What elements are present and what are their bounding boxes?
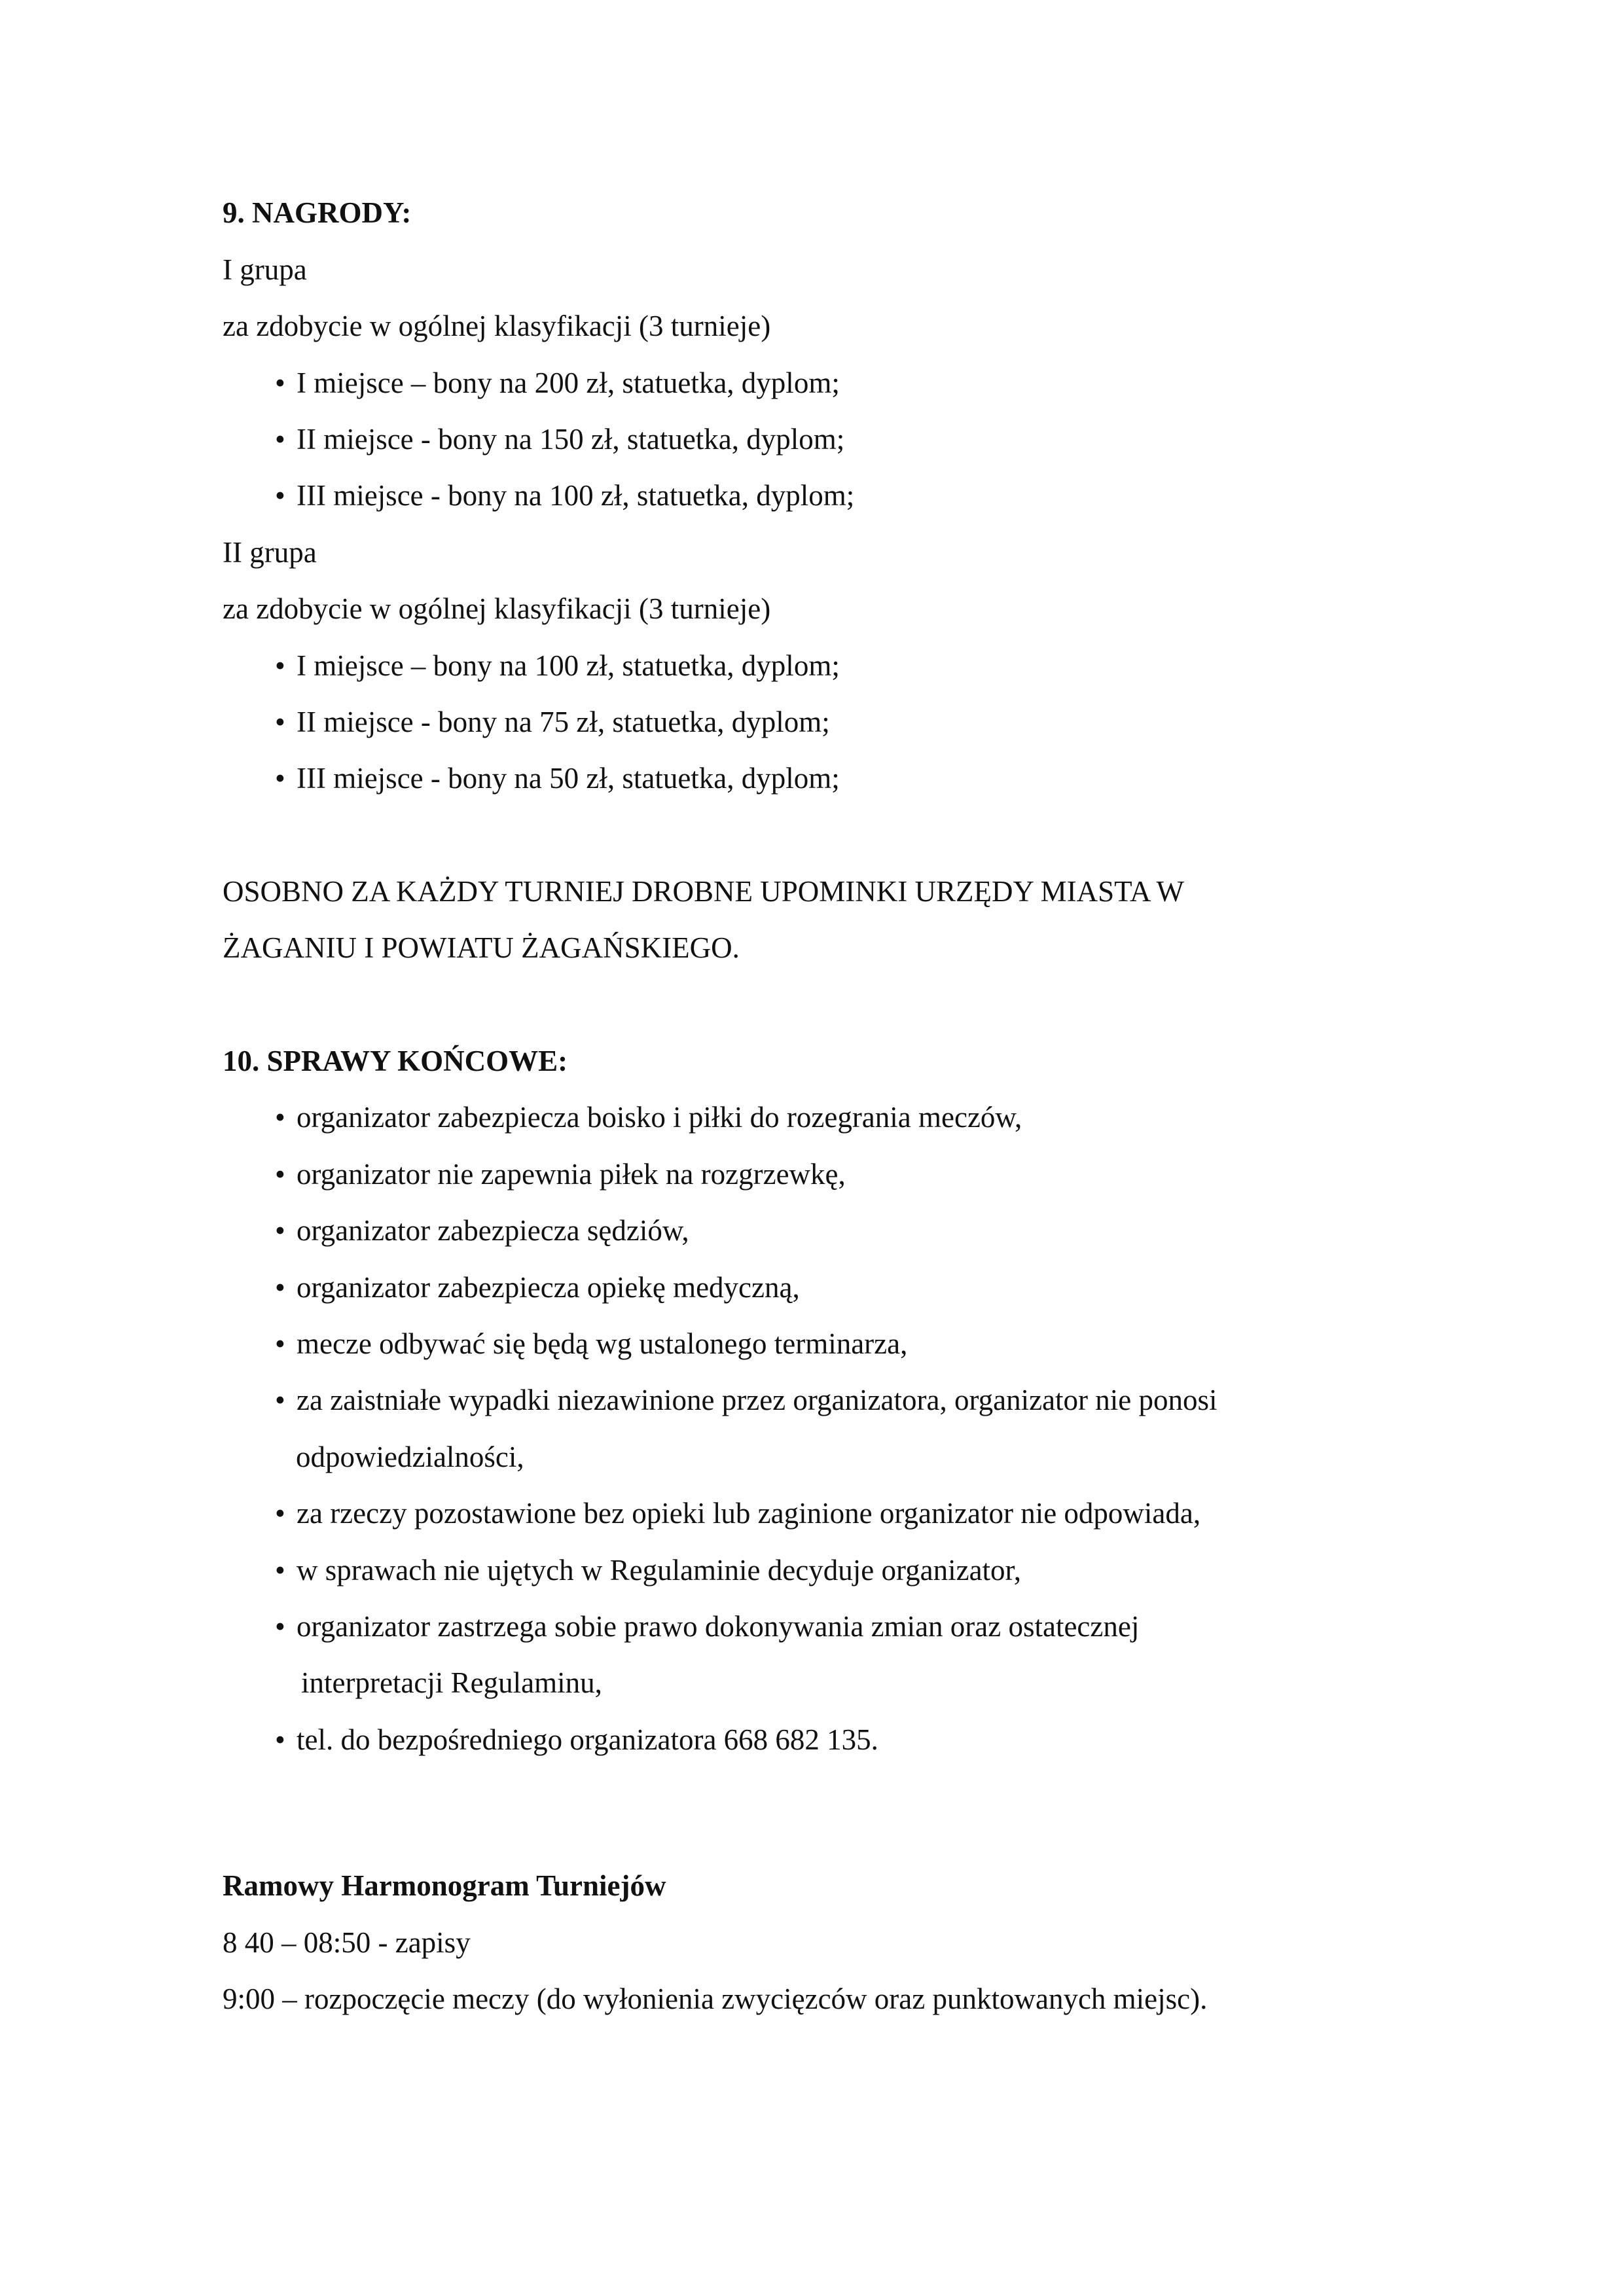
group-subtitle: za zdobycie w ogólnej klasyfikacji (3 turnieje) <box>223 310 771 342</box>
schedule-heading: Ramowy Harmonogram Turniejów <box>223 1869 666 1902</box>
bullet-glyph: • <box>275 1497 285 1530</box>
final-item-text: organizator zabezpiecza sędziów, <box>297 1214 689 1247</box>
prize-item <box>275 363 840 403</box>
final-item-text: za rzeczy pozostawione bez opieki lub zaginione organizator nie odpowiada, <box>297 1497 1201 1530</box>
bullet-glyph: • <box>275 1271 285 1304</box>
schedule-line: 8 40 – 08:50 - zapisy <box>223 1926 471 1959</box>
final-item <box>275 1607 1139 1646</box>
final-item-text: za zaistniałe wypadki niezawinione przez organizatora, organizator nie ponosi <box>297 1384 1218 1416</box>
section-heading-final: 10. SPRAWY KOŃCOWE: <box>223 1045 568 1077</box>
group-subtitle: za zdobycie w ogólnej klasyfikacji (3 turnieje) <box>223 592 771 625</box>
bullet-glyph: • <box>275 1610 285 1643</box>
final-item-continuation: odpowiedzialności, <box>296 1441 524 1473</box>
final-item <box>275 1155 846 1194</box>
prize-item <box>275 646 840 685</box>
final-item <box>275 1720 878 1759</box>
bullet-glyph: • <box>275 1554 285 1587</box>
final-item-text: organizator zastrzega sobie prawo dokonywania zmian oraz ostatecznej <box>297 1610 1140 1643</box>
final-item-text: tel. do bezpośredniego organizatora 668 682 135. <box>297 1723 878 1756</box>
prize-item <box>275 476 854 515</box>
group-label: II grupa <box>223 536 317 569</box>
final-item-continuation: interpretacji Regulaminu, <box>301 1666 602 1699</box>
final-item <box>275 1551 1021 1590</box>
bullet-glyph: • <box>275 1384 285 1416</box>
prizes-note: ŻAGANIU I POWIATU ŻAGAŃSKIEGO. <box>223 931 740 964</box>
final-item-text: w sprawach nie ujętych w Regulaminie decyduje organizator, <box>297 1554 1021 1587</box>
bullet-glyph: • <box>275 479 285 512</box>
prizes-note: OSOBNO ZA KAŻDY TURNIEJ DROBNE UPOMINKI URZĘDY MIASTA W <box>223 875 1184 908</box>
prize-item-text: II miejsce - bony na 150 zł, statuetka, dyplom; <box>297 423 845 456</box>
prize-item-text: III miejsce - bony na 100 zł, statuetka, dyplom; <box>297 479 855 512</box>
bullet-glyph: • <box>275 706 285 738</box>
bullet-glyph: • <box>275 367 285 399</box>
final-item-text: organizator zabezpiecza boisko i piłki do rozegrania meczów, <box>297 1101 1022 1134</box>
final-item <box>275 1098 1022 1137</box>
bullet-glyph: • <box>275 1327 285 1360</box>
bullet-glyph: • <box>275 649 285 682</box>
final-item-text: organizator zabezpiecza opiekę medyczną, <box>297 1271 800 1304</box>
bullet-glyph: • <box>275 423 285 456</box>
bullet-glyph: • <box>275 1723 285 1756</box>
schedule-line: 9:00 – rozpoczęcie meczy (do wyłonienia zwycięzców oraz punktowanych miejsc). <box>223 1982 1208 2015</box>
bullet-glyph: • <box>275 1214 285 1247</box>
prize-item-text: I miejsce – bony na 100 zł, statuetka, dyplom; <box>297 649 840 682</box>
final-item <box>275 1268 800 1307</box>
bullet-glyph: • <box>275 1158 285 1191</box>
final-item <box>275 1380 1218 1420</box>
final-item <box>275 1211 689 1250</box>
bullet-glyph: • <box>275 762 285 795</box>
prize-item <box>275 759 840 798</box>
final-item-text: mecze odbywać się będą wg ustalonego terminarza, <box>297 1327 908 1360</box>
section-heading-prizes: 9. NAGRODY: <box>223 196 412 229</box>
bullet-glyph: • <box>275 1101 285 1134</box>
prize-item-text: III miejsce - bony na 50 zł, statuetka, dyplom; <box>297 762 840 795</box>
final-item <box>275 1324 907 1363</box>
prize-item <box>275 702 830 742</box>
final-item <box>275 1494 1200 1533</box>
prize-item-text: II miejsce - bony na 75 zł, statuetka, dyplom; <box>297 706 830 738</box>
final-item-text: organizator nie zapewnia piłek na rozgrzewkę, <box>297 1158 846 1191</box>
group-label: I grupa <box>223 253 307 286</box>
prize-item <box>275 420 844 459</box>
prize-item-text: I miejsce – bony na 200 zł, statuetka, dyplom; <box>297 367 840 399</box>
